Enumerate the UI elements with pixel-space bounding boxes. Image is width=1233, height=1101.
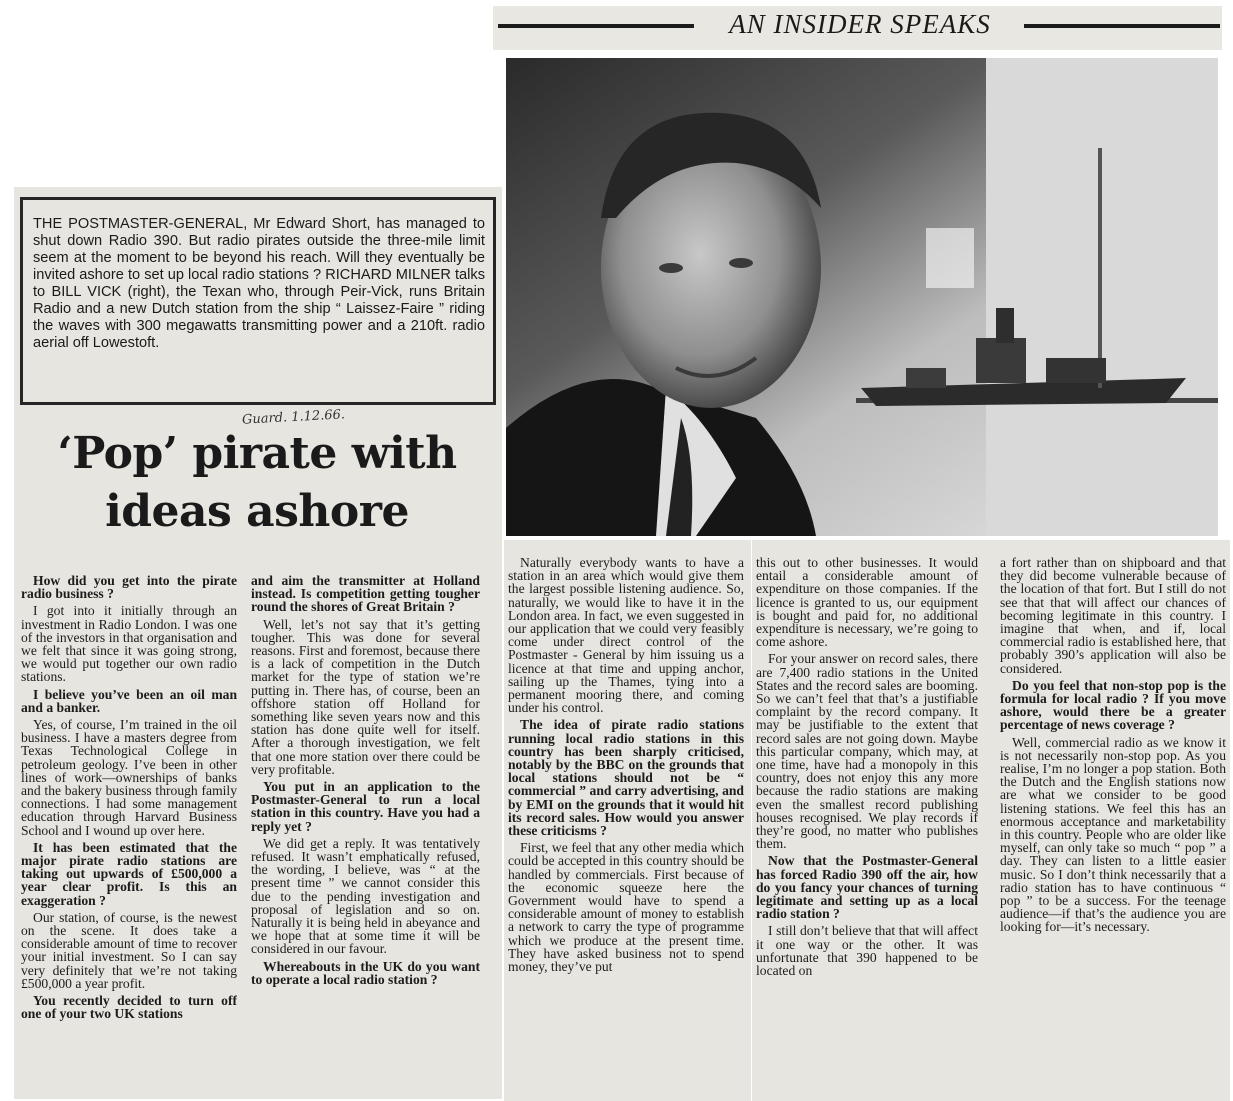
question-paragraph: Now that the Postmaster-General has forced Radio 390 off the air, how do you fancy your chances of turning legitimate and setting up as a local radio station ? xyxy=(756,853,978,922)
question-paragraph: I believe you’ve been an oil man and a banker. xyxy=(21,686,237,715)
bill-vick-photo xyxy=(506,58,1218,536)
answer-paragraph: I got into it initially through an investment in Radio London. I was one of the investors in that organisation and we felt that since it was going strong, we would put together our own radio stations. xyxy=(21,603,237,685)
question-paragraph: It has been estimated that the major pirate radio stations are taking out upwards of £500,000 a year clear profit. Is this an exaggeration ? xyxy=(21,839,237,908)
headline xyxy=(22,425,492,541)
handwritten-date-note: Guard. 1.12.66. xyxy=(241,407,346,428)
article-column-4 xyxy=(756,556,978,1100)
answer-paragraph: Yes, of course, I’m trained in the oil business. I have a masters degree from Texas Technological College in petroleum geology. I’ve been in other lines of work—ownerships of banks and the bakery business through family connections. I had some management education through Harvard Business School and I wound up over here. xyxy=(21,717,237,838)
article-column-2 xyxy=(251,574,480,1098)
standfirst-text: THE POSTMASTER-GENERAL, Mr Edward Short, has managed to shut down Radio 390. But radio pirates outside the three-mile limit seem at the moment to be beyond his reach. Will they eventually be invited ashore to set up local radio stations ? RICHARD MILNER talks to BILL VICK (right), the Texan who, through Peir-Vick, runs Britain Radio and a new Dutch station from the ship “ Laissez-Faire ” riding the waves with 300 megawatts transmitting power and a 210ft. radio aerial off Lowestoft. xyxy=(33,216,485,351)
question-paragraph: Whereabouts in the UK do you want to operate a local radio station ? xyxy=(251,958,480,987)
question-paragraph: Do you feel that non-stop pop is the formula for local radio ? If you move ashore, would there be a greater percentage of news coverage ? xyxy=(1000,677,1226,733)
question-paragraph: You put in an application to the Postmaster-General to run a local station in this country. Have you had a reply yet ? xyxy=(251,779,480,834)
answer-paragraph: I still don’t believe that that will affect it one way or the other. It was unfortunate that 390 happened to be located on xyxy=(756,923,978,979)
article-column-3 xyxy=(508,556,744,1100)
answer-paragraph: Naturally everybody wants to have a station in an area which would give them the largest possible listening audience. So, naturally, we would like to have it in the London area. In fact, we even suggested in our application that we could very feasibly come under direct control of the Postmaster - General by him issuing us a licence at that time and upping anchor, sailing up the Thames, tying into a permanent mooring there, and coming under his control. xyxy=(508,556,744,716)
banner-rule-left xyxy=(498,24,694,28)
question-paragraph: and aim the transmitter at Holland instead. Is competition getting tougher round the shores of Great Britain ? xyxy=(251,574,480,615)
article-column-1 xyxy=(21,574,237,1098)
headline-line-1: ‘Pop’ pirate with xyxy=(57,428,457,479)
answer-paragraph: Well, commercial radio as we know it is not necessarily non-stop pop. As you realise, I’m no longer a pop station. Both the Dutch and the English stations now are what we consider to be good listening stations. We feel this has an enormous acceptance and marketability in this country. People who are older like myself, can only take so much “ pop ” a day. They can listen to a little easier music. So I don’t think necessarily that a radio station has to have continuous “ pop ” to be a success. For the teenage audience—if that’s the audience you are looking for—it’s necessary. xyxy=(1000,734,1226,935)
answer-paragraph: First, we feel that any other media which could be accepted in this country should be handled by commercials. First because of the economic squeeze here the Government would have to spend a considerable amount of money to establish a network to carry the type of programme which we produce at the present time. They have asked business not to spend money, they’ve put xyxy=(508,840,744,975)
banner-rule-right xyxy=(1024,24,1220,28)
answer-paragraph: a fort rather than on shipboard and that they did become vulnerable because of the location of that fort. But I still do not see that that will affect our chances of becoming legitimate in this country. I imagine that when, and if, local commercial radio is established here, that probably 390’s application will also be considered. xyxy=(1000,556,1226,676)
question-paragraph: How did you get into the pirate radio business ? xyxy=(21,574,237,602)
article-column-5 xyxy=(1000,556,1226,1100)
headline-line-2: ideas ashore xyxy=(105,486,409,537)
wall-card xyxy=(926,228,974,288)
answer-paragraph: Our station, of course, is the newest on the scene. It does take a considerable amount of time to recover your initial investment. So I can say very definitely that we’re not taking £500,000 a year profit. xyxy=(21,909,237,991)
answer-paragraph: For your answer on record sales, there are 7,400 radio stations in the United States and the record sales are booming. So we can’t feel that that’s a justifiable complaint by the record company. It may be justifiable to the extent that record sales are not going down. Maybe this particular company, which may, at one time, have had a monopoly in this country, does not enjoy this any more because the radio stations are making even the smallest record publishing houses recognised. We play records if they’re good, no matter who publishes them. xyxy=(756,651,978,852)
standfirst-box xyxy=(20,197,496,405)
answer-paragraph: this out to other businesses. It would entail a considerable amount of expenditure on those companies. If the licence is granted to us, our equipment is bought and paid for, no additional expenditure is necessary, we’re going to come ashore. xyxy=(756,556,978,650)
section-banner-title: AN INSIDER SPEAKS xyxy=(729,9,991,39)
answer-paragraph: We did get a reply. It was tentatively refused. It wasn’t emphatically refused, the wording, I believe, was “ at the present time ” we cannot consider this due to the pending investigation and proposal of legislation and so on. Naturally it is being held in abeyance and we hope that at some time it will be considered in our favour. xyxy=(251,835,480,957)
question-paragraph: You recently decided to turn off one of your two UK stations xyxy=(21,993,237,1022)
answer-paragraph: Well, let’s not say that it’s getting tougher. This was done for several reasons. First and foremost, because there is a lack of competition in the Dutch market for the type of station we’re putting in. There has, of course, been an offshore station off Holland for something like seven years now and this station has done quite well for itself. After a thorough investigation, we felt that one more station over there could be very profitable. xyxy=(251,616,480,777)
question-paragraph: The idea of pirate radio stations running local radio stations in this country has been sharply criticised, notably by the BBC on the grounds that local stations should not be “ commercial ” and carry advertising, and by EMI on the grounds that it would hit its record sales. How would you answer these criticisms ? xyxy=(508,717,744,839)
